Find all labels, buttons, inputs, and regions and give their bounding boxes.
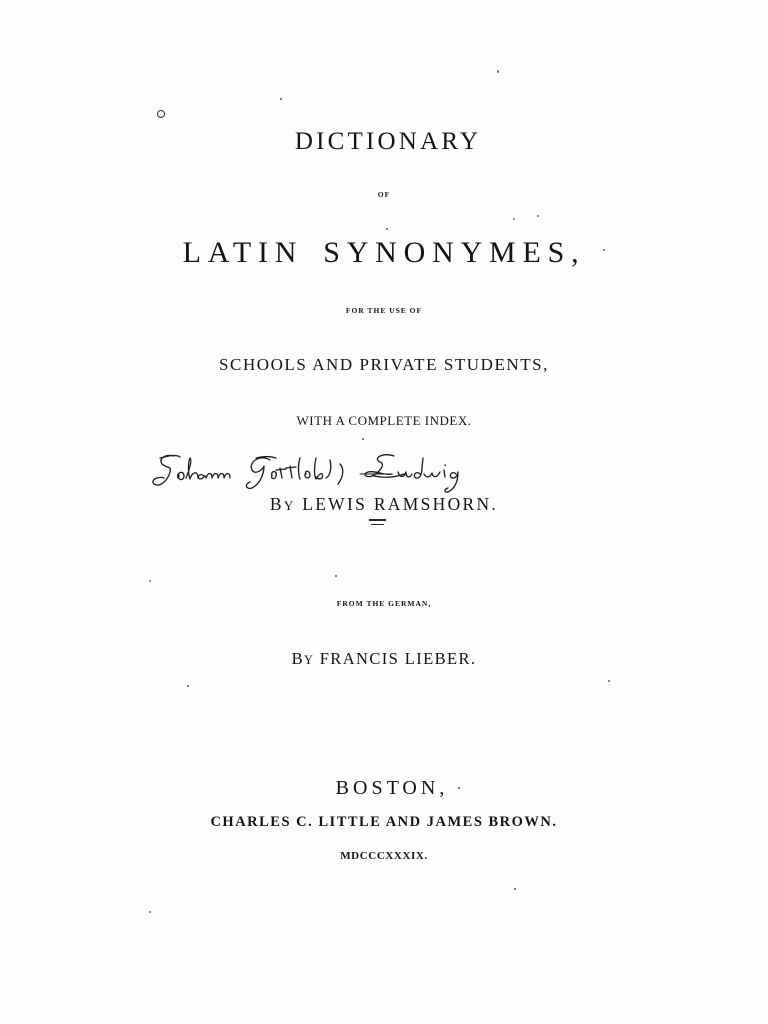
author-line [0, 496, 768, 514]
scan-speck [514, 888, 516, 890]
scan-speck [187, 685, 189, 687]
scan-speck [458, 787, 460, 789]
scan-speck [335, 575, 337, 577]
title-word-latin: LATIN [182, 236, 304, 269]
scan-speck [149, 911, 151, 913]
title-line-dictionary: DICTIONARY [294, 128, 482, 155]
for-use-of: FOR THE USE OF [345, 306, 423, 315]
title-word-synonymes: SYNONYMES, [323, 236, 586, 269]
scan-speck [497, 70, 499, 73]
audience-line: SCHOOLS AND PRIVATE STUDENTS, [219, 355, 549, 374]
title-of: OF [377, 190, 391, 199]
index-note: WITH A COMPLETE INDEX. [296, 413, 472, 428]
scan-speck [362, 438, 364, 440]
scan-speck [537, 215, 539, 217]
underline-mark-lower [371, 524, 384, 525]
scan-speck [608, 680, 610, 682]
author-by-rest: Y [283, 498, 296, 513]
imprint-publisher: CHARLES C. LITTLE AND JAMES BROWN. [210, 814, 558, 830]
translated-note: FROM THE GERMAN, [336, 599, 432, 608]
scan-speck [513, 218, 515, 220]
scan-speck [603, 249, 605, 251]
author-by-cap: B [269, 494, 284, 514]
translator-name: FRANCIS LIEBER. [319, 649, 477, 668]
underline-mark [369, 519, 386, 521]
translator-by-cap: B [291, 649, 304, 668]
scan-speck [386, 228, 388, 230]
author-name: LEWIS RAMSHORN. [302, 494, 499, 514]
imprint-year: MDCCCXXXIX. [340, 850, 428, 862]
scan-speck [280, 98, 282, 100]
title-line-latin-synonymes [0, 238, 768, 268]
library-stamp-mark [157, 110, 165, 118]
translator-by-rest: Y [303, 653, 315, 667]
scan-speck [149, 580, 151, 582]
imprint-city: BOSTON, [335, 777, 449, 799]
handwritten-signature [148, 448, 488, 496]
translator-line [0, 651, 768, 668]
